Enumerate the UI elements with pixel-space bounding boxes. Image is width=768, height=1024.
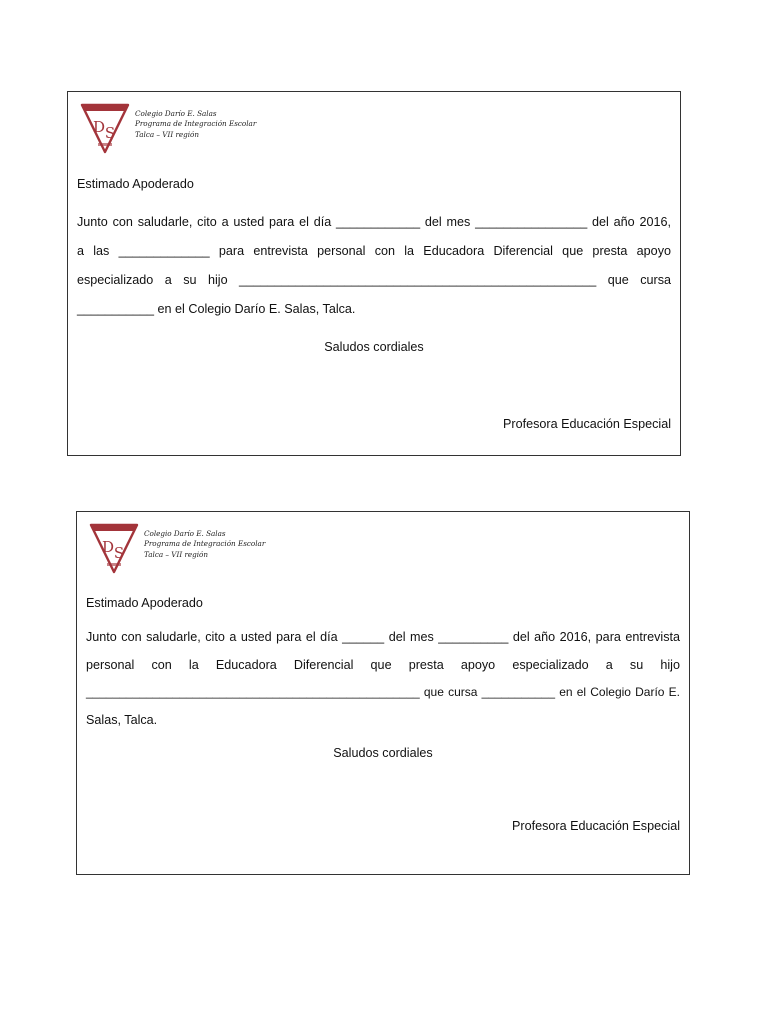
- greeting: Estimado Apoderado: [77, 177, 194, 191]
- school-program: Programa de Integración Escolar: [135, 119, 257, 129]
- closing: Saludos cordiales: [324, 340, 424, 354]
- school-logo-icon: [80, 100, 130, 154]
- body-line: Junto con saludarle, cito a usted para el día ______ del mes __________ del año 2016, para entrevista: [86, 630, 680, 644]
- citation-card-2: [76, 511, 690, 875]
- body-line: ___________ en el Colegio Darío E. Salas, Talca.: [77, 302, 356, 316]
- letter-body: [77, 208, 671, 324]
- svg-text:S: S: [104, 124, 116, 142]
- body-line: Salas, Talca.: [86, 712, 158, 727]
- body-line: a las _____________ para entrevista personal con la Educadora Diferencial que presta apoyo: [77, 244, 671, 258]
- school-header: [135, 109, 256, 140]
- body-line: personal con la Educadora Diferencial que presta apoyo especializado a su hijo: [86, 657, 680, 672]
- school-name: Colegio Darío E. Salas: [144, 529, 226, 538]
- signature: Profesora Educación Especial: [502, 417, 671, 431]
- body-line: Junto con saludarle, cito a usted para el día ____________ del mes ________________ del año 2016,: [77, 215, 671, 229]
- school-header: [144, 529, 265, 560]
- svg-text:D: D: [92, 118, 106, 136]
- school-logo-icon: [89, 520, 139, 574]
- citation-card-1: [67, 91, 681, 456]
- letter-body: [86, 624, 680, 734]
- signature: Profesora Educación Especial: [511, 819, 680, 833]
- svg-text:D: D: [101, 538, 115, 556]
- school-program: Programa de Integración Escolar: [144, 539, 266, 549]
- school-name: Colegio Darío E. Salas: [135, 109, 217, 118]
- svg-text:S: S: [113, 544, 125, 562]
- school-location: Talca – VII región: [135, 129, 199, 139]
- school-location: Talca – VII región: [144, 549, 208, 559]
- body-line: __________________________________________________ que cursa ___________ en el Colegio Darío E.: [86, 685, 680, 699]
- greeting: Estimado Apoderado: [86, 596, 203, 610]
- body-line: especializado a su hijo ___________________________________________________ que cursa: [77, 273, 671, 287]
- closing: Saludos cordiales: [333, 746, 433, 760]
